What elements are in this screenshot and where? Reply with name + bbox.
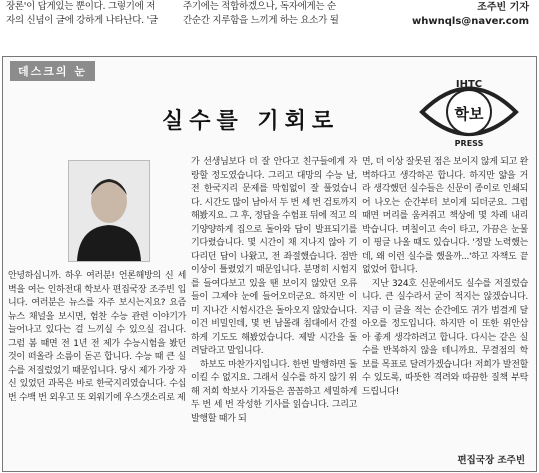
logo-bottom-text: PRESS <box>454 139 484 148</box>
logo-center-text: 학보 <box>454 105 484 123</box>
column-text-1: 안녕하십니까. 하우 여러분! 언론해방의 신 세벽을 여는 인하전대 학보사 편집국장 조주빈 입니다. 여러분은 뉴스를 자주 보시는지요? 요즘 뉴스 채널을 보시면, 험찬 수능 관련 이야기가 늘어나고 있다는 걸 느끼실 수 있으실 겁니다. 그럼 봄 때면 전 1년 전 제가 수능시험을 봤던 것이 떠올라 소름이 돋곤 합니다. 수능 때 큰 실수를 저질렀었기 때문입니다. 당시 제가 가장 자신 있었던 과목은 바로 한국지리였습니다. 수십 번 수백 번 외우고 또 외워기에 우스갯소리로 제 <box>8 271 186 403</box>
top-left-line-2: 자의 신념이 글에 강하게 나타난다. '글 <box>6 15 158 26</box>
author-photo <box>68 160 150 262</box>
logo-top-text: IHTC <box>455 79 483 90</box>
column-text-3: 면, 더 이상 잘못된 점은 보이지 않게 되고 완벽하다고 생각하곤 합니다. 하지만 얇을 거라 생각했던 실수들은 신문이 종이로 인쇄되어 나오는 순간부터 보이게 되더군요. 그럼 때면 머리를 움켜쥐고 책상에 몇 차례 내리박습니다. 며칠이고 속이 타고, 가끔은 눈물이 핑글 나올 때도 있습니다. '정말 노력했는데, 왜 이런 실수를 했을까...'하고 자책도 끝없었어 합니다. 지난 324호 신문에서도 실수를 저질렀습니다. 큰 실수라서 굳이 적지는 않겠습니다. 지금 이 글을 적는 순간에도 귀가 범결게 달아오를 정도입니다. 하지만 이 또한 위안삼아 좋게 생각하려고 합니다. 다시는 같은 실수를 반복하지 않을 테니까요. 무결점의 학보를 목표로 달려가겠습니다! 저희가 발전할 수 있도록, 따뜻한 격려와 따끔한 질책 부탁드립니다! <box>362 157 528 397</box>
top-left-column <box>6 0 171 28</box>
byline-email[interactable]: whwnqls@naver.com <box>412 16 529 27</box>
top-mid-line-2: 간순간 지루함을 느끼게 하는 요소가 될 <box>183 15 339 26</box>
ihtc-press-logo <box>414 70 524 150</box>
byline <box>359 1 529 29</box>
author-silhouette-icon <box>69 161 149 261</box>
column-text-2: 가 선생님보다 더 잘 안다고 친구들에게 자랑할 정도였습니다. 그리고 대망의 수능 날, 전 한국지리 문제를 막힘없이 잘 풀었습니다. 시간도 많이 남아서 두 번 세 번 검토까지 해봤지요. 그 후, 정답을 수험표 뒤에 적고 의기양양하게 집으로 돌아와 답이 발표되기를 기다렸습니다. 몇 시간이 채 지나지 않아 기다리던 답이 나왔고, 전 좌절했습니다. 점반 이상이 틀렸었기 때문입니다. 분명히 시험지를 들여다보고 있을 땐 보이지 않았던 오류들이 그제야 눈에 들어오더군요. 하지만 이미 지나간 시험시간은 돌아오지 않았습니다. 이건 비밀인데, 몇 번 남몰래 침대에서 간절하게 기도도 해봤었습니다. 제발 시간을 돌려달라고 말입니다. 하보도 마찬가지입니다. 한번 발행하면 돌이킬 수 없지요. 그래서 실수를 하지 않기 위해 저희 학보사 기자들은 꼼꼼하고 세밀하게 두 번 세 번 작성한 기사를 읽습니다. 그리고 발행할 때가 되 <box>191 157 357 424</box>
editor-signature: 편집국장 조주빈 <box>457 455 525 466</box>
byline-name: 조주빈 기자 <box>477 2 529 13</box>
top-middle-column <box>183 0 353 28</box>
top-left-line-1: 장론'이 답게있는 뿐이다. 그렇기에 저 <box>6 1 156 12</box>
top-mid-line-1: 주기에는 적합하겠으나, 독자에게는 순 <box>183 1 336 12</box>
section-tag: 데스크의 눈 <box>10 61 95 81</box>
headline: 실수를 기회로 <box>162 108 340 134</box>
